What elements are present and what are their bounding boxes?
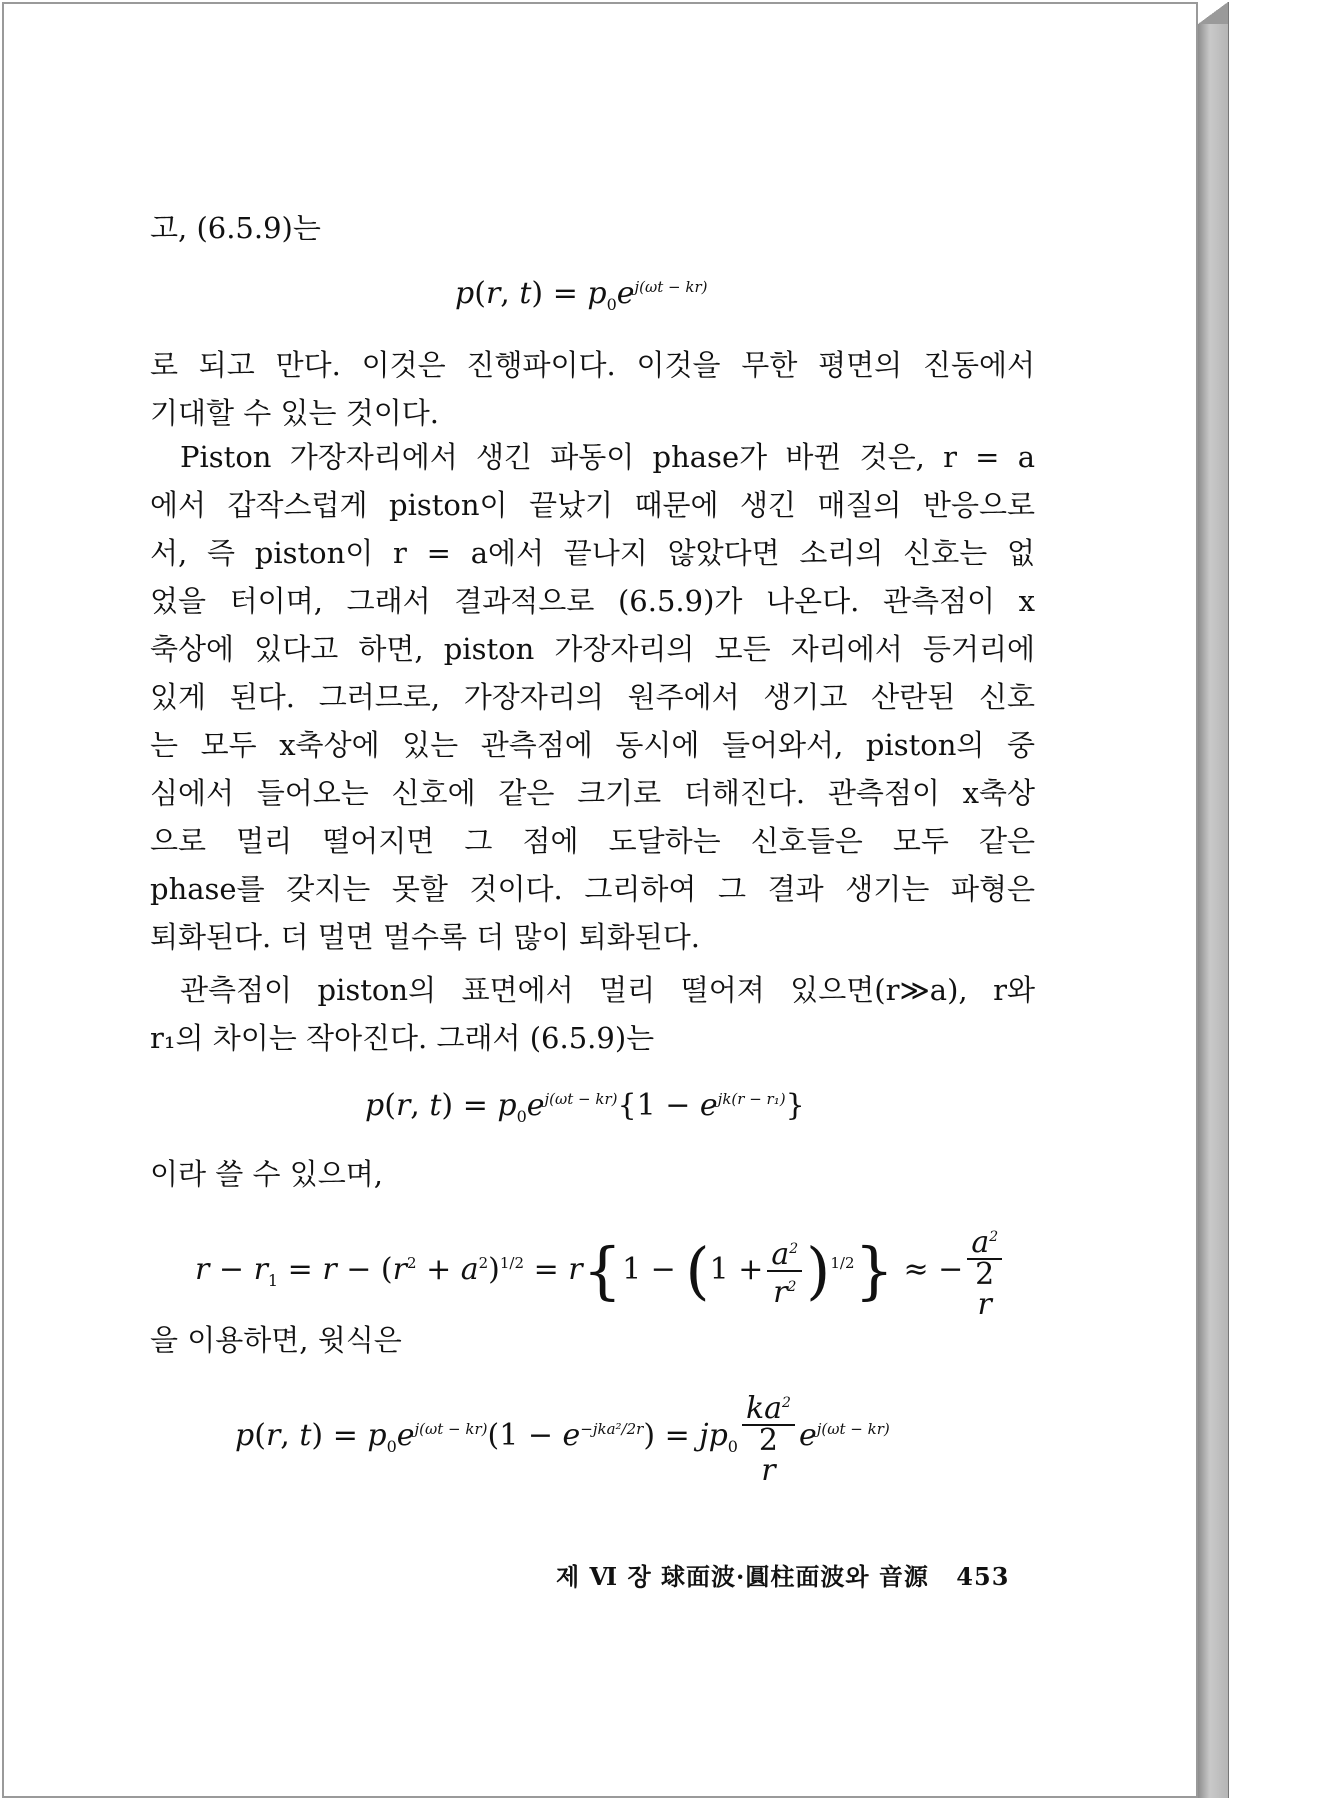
paragraph-3-line-2: 에서 갑작스럽게 piston이 끝났기 때문에 생긴 매질의 반응으로 [150,488,1035,522]
paragraph-3-line-3: 서, 즉 piston이 r = a에서 끝나지 않았다면 소리의 신호는 없 [150,536,1035,570]
book-spine [1198,2,1229,1798]
paragraph-3-line-4: 었을 터이며, 그래서 결과적으로 (6.5.9)가 나온다. 관측점이 x [150,584,1035,618]
paragraph-3-line-6: 있게 된다. 그러므로, 가장자리의 원주에서 생기고 산란된 신호 [150,680,1035,714]
text-block-2 [150,341,1035,437]
paragraph-3-line-1: Piston 가장자리에서 생긴 파동이 phase가 바뀐 것은, r = a [180,440,1035,474]
paragraph-1: 고, (6.5.9)는 [150,211,321,245]
equation-1: p(r, $t) = p_0e^{j(\omega t - kr)}$ [455,276,708,314]
equation-2: p(r, $t) = p_0e^{j(\omega t - kr)}\{1 - e^{jk(r - r_1)}\}$ [365,1088,805,1126]
chapter-title: 제 Ⅵ 장 球面波·圓柱面波와 音源 [556,1562,929,1591]
page-footer [556,1557,1009,1592]
text-block-5 [150,1150,1035,1198]
page-number: 453 [956,1562,1010,1591]
page-corner [1198,2,1228,24]
equation-4: p(r, $t) = p_0e^{j(\omega t - kr)}(1 - e^{-jka^2/2r}) = jp_0$ $ka^2$ 2 r $e^{j(\omega t - kr)}$ [235,1388,890,1460]
paragraph-4-line-2: r₁의 차이는 작아진다. 그래서 (6.5.9)는 [150,1021,655,1055]
paragraph-4-line-1: 관측점이 piston의 표면에서 멀리 떨어져 있으면(r≫a), r와 [180,973,1035,1007]
paragraph-3-line-11: 퇴화된다. 더 멀면 멀수록 더 많이 퇴화된다. [150,920,700,954]
text-block-1 [150,204,1035,252]
paragraph-3-line-9: 으로 멀리 떨어지면 그 점에 도달하는 신호들은 모두 같은 [150,824,1035,858]
equation-3: $r - r_1 = r - (r^2 + a^2)^{1/2} = r\{1 - (1$ + $\frac{a^2}{r^2}$ )$^{1/2}$} ≈ − $a^2$ 2 r [195,1222,1006,1294]
paragraph-5: 이라 쓸 수 있으며, [150,1157,383,1191]
paragraph-2-line-2: 기대할 수 있는 것이다. [150,396,439,430]
paragraph-3-line-5: 축상에 있다고 하면, piston 가장자리의 모든 자리에서 등거리에 [150,632,1035,666]
text-block-4 [150,966,1035,1062]
paragraph-3-line-8: 심에서 들어오는 신호에 같은 크기로 더해진다. 관측점이 x축상 [150,776,1035,810]
text-block-3 [150,433,1035,961]
paragraph-3-line-7: 는 모두 x축상에 있는 관측점에 동시에 들어와서, piston의 중 [150,728,1035,762]
text-block-6 [150,1316,1035,1364]
paragraph-2-line-1: 로 되고 만다. 이것은 진행파이다. 이것을 무한 평면의 진동에서 [150,348,1035,382]
paragraph-6: 을 이용하면, 윗식은 [150,1323,402,1357]
paragraph-3-line-10: phase를 갖지는 못할 것이다. 그리하여 그 결과 생기는 파형은 [150,872,1035,906]
